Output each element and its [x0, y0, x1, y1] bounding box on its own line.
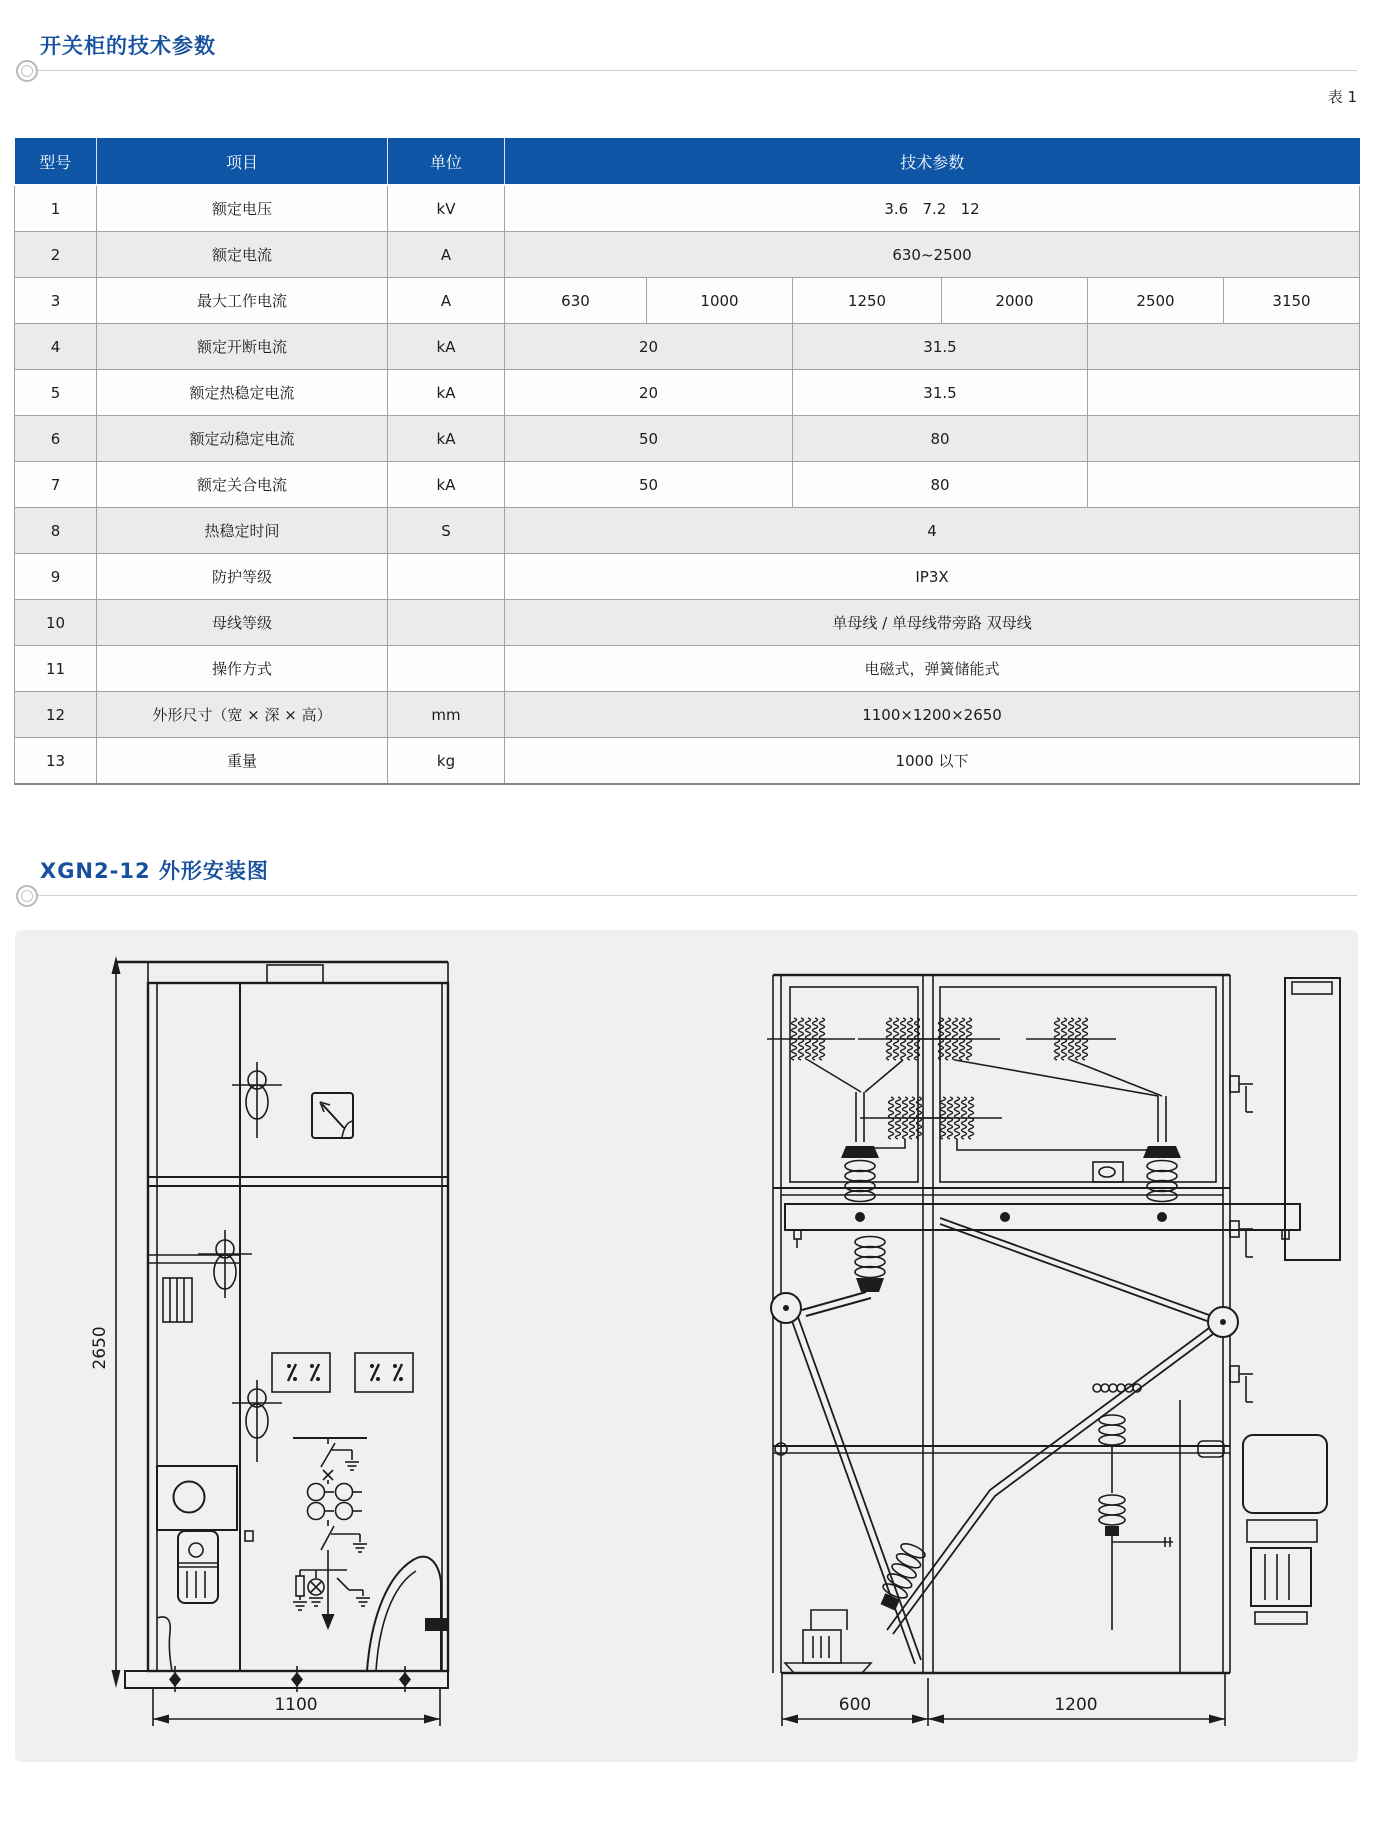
table-cell: A: [388, 278, 505, 324]
table-cell: 7: [15, 462, 97, 508]
table-cell: 20: [505, 324, 793, 370]
table-cell: 2: [15, 232, 97, 278]
table-cell: 1000: [647, 278, 793, 324]
table-row: [15, 692, 1360, 738]
single-line-diagram: [293, 1438, 370, 1630]
insulator-icon: [1099, 1415, 1173, 1630]
table-header-row: [15, 138, 1360, 185]
table-cell: 3.6 7.2 12: [505, 185, 1360, 232]
table-cell: kA: [388, 416, 505, 462]
table-cell: S: [388, 508, 505, 554]
table-cell: 630~2500: [505, 232, 1360, 278]
table-cell: 3: [15, 278, 97, 324]
section1-title: 开关柜的技术参数: [40, 34, 216, 58]
installation-diagram-panel: [15, 930, 1358, 1762]
table-cell: 重量: [97, 738, 388, 785]
side-view-rear-depth-dim: 1200: [1054, 1695, 1098, 1715]
table-cell: 额定关合电流: [97, 462, 388, 508]
table-row: [15, 324, 1360, 370]
table-cell: 10: [15, 600, 97, 646]
header-model: 型号: [15, 138, 97, 185]
table-cell: kA: [388, 324, 505, 370]
insulator-icon: [841, 1146, 879, 1202]
section1-decor-circle-icon: [16, 60, 38, 82]
front-view-height-dim: 2650: [90, 1326, 110, 1370]
table-cell: 额定开断电流: [97, 324, 388, 370]
table-cell: 单母线 / 单母线带旁路 双母线: [505, 600, 1360, 646]
table-row: [15, 185, 1360, 232]
table-cell: 额定电流: [97, 232, 388, 278]
table-cell: [388, 646, 505, 692]
cable-curve: [157, 1617, 172, 1671]
table-cell: 50: [505, 462, 793, 508]
table-cell: 电磁式，弹簧储能式: [505, 646, 1360, 692]
table-cell: 操作方式: [97, 646, 388, 692]
table-cell: 5: [15, 370, 97, 416]
table-cell: 1: [15, 185, 97, 232]
section2-decor-circle-icon: [16, 885, 38, 907]
table-cell: 最大工作电流: [97, 278, 388, 324]
table-cell: 80: [793, 462, 1088, 508]
cable-curve: [367, 1557, 448, 1671]
insulator-icon: [1143, 1146, 1181, 1202]
table-row: [15, 278, 1360, 324]
table-cell: 13: [15, 738, 97, 785]
table-row: [15, 738, 1360, 785]
table-cell: 母线等级: [97, 600, 388, 646]
table-cell: [1088, 416, 1360, 462]
table-cell: 8: [15, 508, 97, 554]
table-cell: mm: [388, 692, 505, 738]
table-cell: 31.5: [793, 324, 1088, 370]
side-view-drawing: [767, 975, 1340, 1726]
table-cell: 2000: [942, 278, 1088, 324]
header-item: 项目: [97, 138, 388, 185]
table-row: [15, 646, 1360, 692]
table-cell: 1100×1200×2650: [505, 692, 1360, 738]
section2-decor-line: [38, 895, 1357, 896]
table-cell: 6: [15, 416, 97, 462]
table-cell: 20: [505, 370, 793, 416]
table-cell: IP3X: [505, 554, 1360, 600]
table-row: [15, 554, 1360, 600]
table-row: [15, 416, 1360, 462]
section2-title: XGN2-12 外形安装图: [40, 859, 269, 883]
installation-drawings: [15, 930, 1358, 1762]
table-cell: [388, 600, 505, 646]
table-cell: 9: [15, 554, 97, 600]
table-cell: kV: [388, 185, 505, 232]
table-cell: kA: [388, 462, 505, 508]
insulator-icon: [855, 1237, 885, 1293]
section1-decor-line: [38, 70, 1357, 71]
header-unit: 单位: [388, 138, 505, 185]
table-row: [15, 232, 1360, 278]
side-view-front-depth-dim: 600: [838, 1695, 872, 1715]
header-parameters: 技术参数: [505, 138, 1360, 185]
table-cell: 4: [505, 508, 1360, 554]
table-cell: 1000 以下: [505, 738, 1360, 785]
indicator-plate: [272, 1353, 413, 1392]
table-cell: A: [388, 232, 505, 278]
table-cell: kA: [388, 370, 505, 416]
table-row: [15, 462, 1360, 508]
table-cell: 630: [505, 278, 647, 324]
table-body: [15, 185, 1360, 784]
table-cell: 3150: [1224, 278, 1360, 324]
front-view-drawing: [90, 956, 448, 1726]
table-cell: 4: [15, 324, 97, 370]
table-cell: 80: [793, 416, 1088, 462]
table-row: [15, 508, 1360, 554]
table-cell: [388, 554, 505, 600]
table-cell: 12: [15, 692, 97, 738]
meter-icon: [312, 1093, 353, 1138]
table-cell: 额定动稳定电流: [97, 416, 388, 462]
table-cell: 2500: [1088, 278, 1224, 324]
key-lock-icon: [198, 1230, 252, 1298]
table-cell: 50: [505, 416, 793, 462]
mechanism-box: [1243, 1435, 1327, 1624]
front-view-width-dim: 1100: [274, 1695, 318, 1715]
operating-mechanism: [178, 1531, 218, 1603]
vent-grille-icon: [163, 1278, 192, 1322]
spring-icon: [1093, 1384, 1141, 1392]
table-cell: [1088, 370, 1360, 416]
spec-table: [14, 138, 1360, 785]
table-cell: 31.5: [793, 370, 1088, 416]
table-row: [15, 370, 1360, 416]
table-cell: [1088, 324, 1360, 370]
table-cell: 额定热稳定电流: [97, 370, 388, 416]
table-cell: kg: [388, 738, 505, 785]
table-cell: [1088, 462, 1360, 508]
table-row: [15, 600, 1360, 646]
table-cell: 额定电压: [97, 185, 388, 232]
table-cell: 热稳定时间: [97, 508, 388, 554]
hinge-icon: [1230, 1076, 1253, 1402]
table-cell: 1250: [793, 278, 942, 324]
table-cell: 防护等级: [97, 554, 388, 600]
table-cell: 11: [15, 646, 97, 692]
table-number-label: 表 1: [1327, 88, 1357, 106]
table-cell: 外形尺寸（宽 × 深 × 高）: [97, 692, 388, 738]
handle-hole-icon: [174, 1482, 205, 1513]
